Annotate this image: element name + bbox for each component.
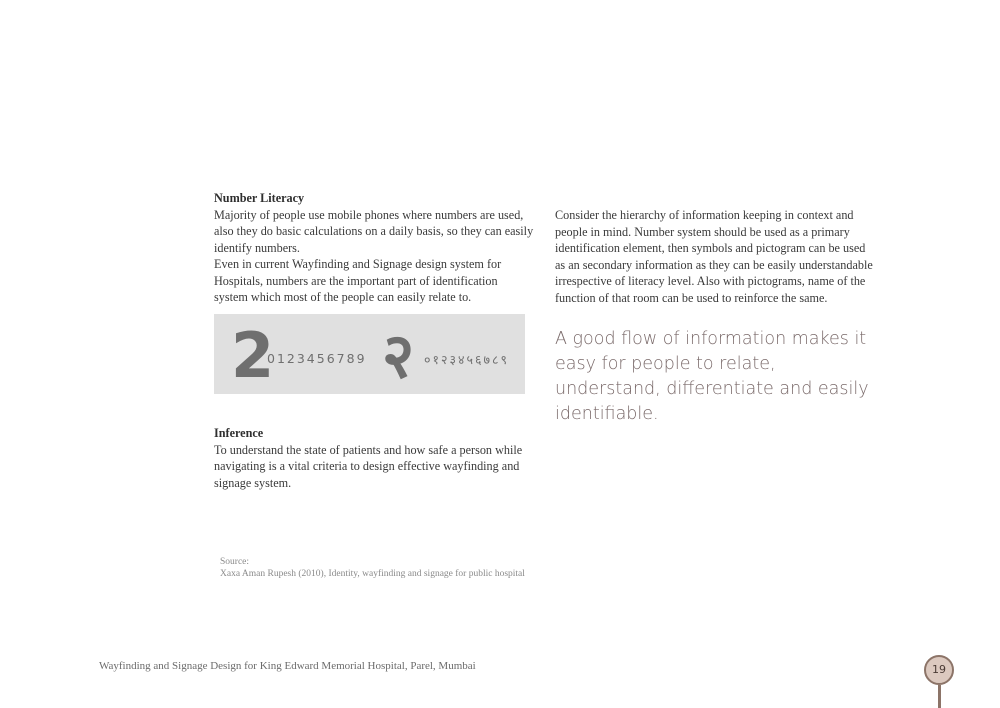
number-literacy-section — [214, 190, 534, 306]
footer-title: Wayfinding and Signage Design for King Edward Memorial Hospital, Parel, Mumbai — [99, 660, 476, 672]
latin-numeral-big: 2 — [231, 319, 275, 392]
inference-para: To understand the state of patients and how safe a person while navigating is a vital criteria to design effective wayfinding and signage system. — [214, 442, 523, 490]
number-literacy-para2: Even in current Wayfinding and Signage design system for Hospitals, numbers are the important part of identification system which most of the people can easily relate to. — [214, 257, 502, 304]
page-number-stem — [938, 685, 941, 708]
devanagari-digits: ०१२३४५६७८९ — [424, 352, 510, 367]
source-label: Source: — [220, 557, 250, 567]
inference-heading: Inference — [214, 426, 264, 440]
source-note — [220, 556, 525, 580]
latin-digits: 0123456789 — [267, 351, 367, 366]
page-number-badge: 19 — [924, 655, 954, 685]
source-citation: Xaxa Aman Rupesh (2010), Identity, wayfinding and signage for public hospital — [220, 569, 525, 579]
inference-section — [214, 425, 534, 491]
numeral-illustration — [214, 314, 525, 394]
number-literacy-para1: Majority of people use mobile phones where numbers are used, also they do basic calculations on a daily basis, so they can easily identify numbers. — [214, 207, 534, 255]
number-literacy-heading: Number Literacy — [214, 191, 305, 205]
hierarchy-section — [555, 207, 875, 306]
pull-quote: A good flow of information makes it easy for people to relate, understand, differentiate and easily identifiable. — [555, 329, 869, 424]
devanagari-numeral-big: २ — [382, 319, 415, 392]
hierarchy-para: Consider the hierarchy of information keeping in context and people in mind. Number system should be used as a primary identification element, then symbols and pictogram can be used as an secondary information as they can be easily understandable irrespective of literacy level. Also with pictograms, name of the function of that room can be used to reinforce the same. — [555, 208, 873, 305]
